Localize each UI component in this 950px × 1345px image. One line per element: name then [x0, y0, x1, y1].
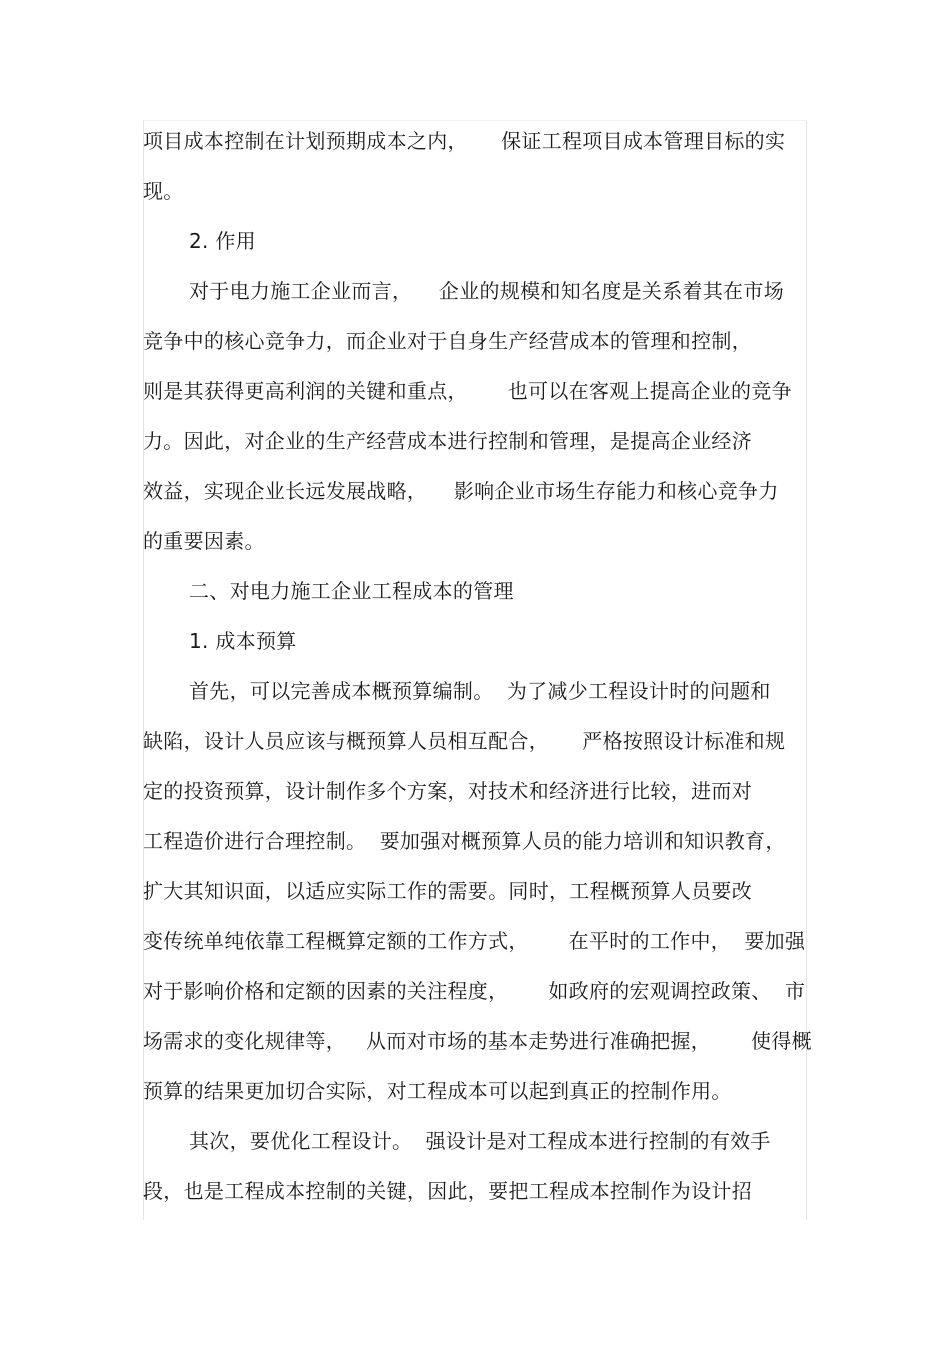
section-heading: 二、对电力施工企业工程成本的管理 — [189, 579, 514, 603]
text-line: 变传统单纯依靠工程概算定额的工作方式， 在平时的工作中， 要加强 — [143, 929, 806, 953]
text-line: 力。因此，对企业的生产经营成本进行控制和管理，是提高企业经济 — [143, 429, 752, 453]
text-line: 竞争中的核心竞争力，而企业对于自身生产经营成本的管理和控制， — [143, 329, 752, 353]
text-line: 预算的结果更加切合实际，对工程成本可以起到真正的控制作用。 — [143, 1079, 732, 1103]
text-line: 对于影响价格和定额的因素的关注程度， 如政府的宏观调控政策、 市 — [143, 979, 806, 1003]
text-line: 扩大其知识面，以适应实际工作的需要。同时，工程概预算人员要改 — [143, 879, 752, 903]
text-line: 效益，实现企业长远发展战略， 影响企业市场生存能力和核心竞争力 — [143, 479, 779, 503]
text-line: 场需求的变化规律等， 从而对市场的基本走势进行准确把握， 使得概 — [143, 1029, 812, 1053]
text-line: 缺陷，设计人员应该与概预算人员相互配合， 严格按照设计标准和规 — [143, 729, 786, 753]
text-line: 则是其获得更高利润的关键和重点， 也可以在客观上提高企业的竞争 — [143, 379, 792, 403]
text-line: 对于电力施工企业而言， 企业的规模和知名度是关系着其在市场 — [189, 279, 785, 303]
text-line: 首先，可以完善成本概预算编制。 为了减少工程设计时的问题和 — [189, 679, 771, 703]
text-line: 项目成本控制在计划预期成本之内， 保证工程项目成本管理目标的实 — [143, 129, 786, 153]
text-line: 工程造价进行合理控制。 要加强对概预算人员的能力培训和知识教育， — [143, 829, 786, 853]
section-heading: 2. 作用 — [189, 229, 256, 253]
text-line: 现。 — [143, 179, 184, 203]
section-heading: 1. 成本预算 — [189, 629, 297, 653]
text-line: 段，也是工程成本控制的关键，因此，要把工程成本控制作为设计招 — [143, 1179, 752, 1203]
text-line: 其次，要优化工程设计。 强设计是对工程成本进行控制的有效手 — [189, 1129, 771, 1153]
text-line: 的重要因素。 — [143, 529, 265, 553]
text-line: 定的投资预算，设计制作多个方案，对技术和经济进行比较，进而对 — [143, 779, 752, 803]
